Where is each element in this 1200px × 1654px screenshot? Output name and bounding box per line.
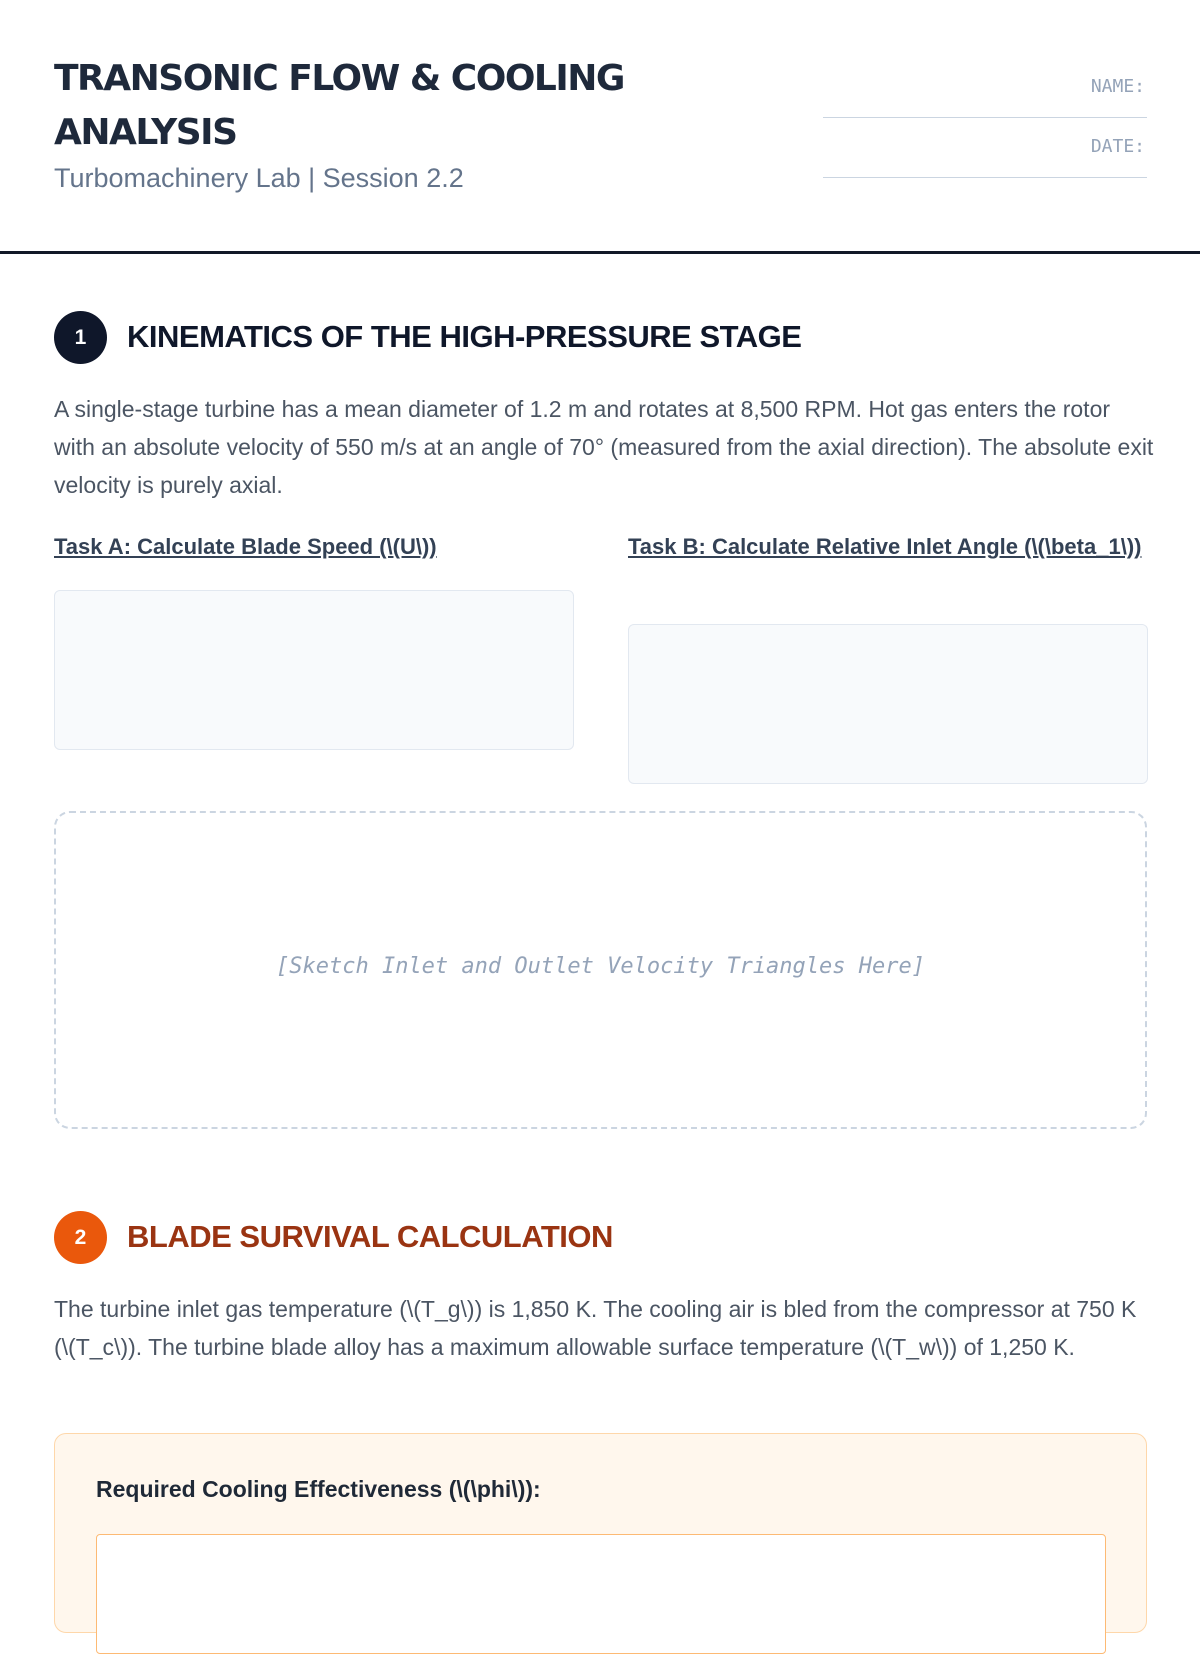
cooling-effectiveness-panel <box>54 1433 1147 1633</box>
task-a-label: Task A: Calculate Blade Speed (\(U\)) <box>54 534 437 559</box>
cooling-effectiveness-answer-box[interactable] <box>96 1534 1106 1654</box>
section-1-problem-text: A single-stage turbine has a mean diameter of 1.2 m and rotates at 8,500 RPM. Hot gas enters the rotor with an absolute velocity of 550 m/s at an angle of 70° (measured from the axial direction). The absolute exit velocity is purely axial. <box>54 396 1154 498</box>
section-2-number-badge: 2 <box>54 1211 107 1264</box>
page-subtitle: Turbomachinery Lab | Session 2.2 <box>54 163 464 193</box>
date-field[interactable] <box>823 120 1147 178</box>
section-2-problem-text: The turbine inlet gas temperature (\(T_g\)) is 1,850 K. The cooling air is bled from the compressor at 750 K (\(T_c\)). The turbine blade alloy has a maximum allowable surface temperature (\(T_w\)) of 1,250 K. <box>54 1296 1137 1360</box>
cooling-effectiveness-label: Required Cooling Effectiveness (\(\phi\)): <box>96 1476 541 1502</box>
task-a-answer-box[interactable] <box>54 590 574 750</box>
task-b-label: Task B: Calculate Relative Inlet Angle (\(\beta_1\)) <box>628 534 1142 559</box>
worksheet-header <box>0 0 1200 254</box>
page-title: TRANSONIC FLOW & COOLING ANALYSIS <box>54 58 624 153</box>
velocity-triangle-sketch-area[interactable] <box>54 811 1147 1129</box>
name-label: NAME: <box>1090 76 1145 97</box>
name-field[interactable] <box>823 60 1147 118</box>
section-2-title: BLADE SURVIVAL CALCULATION <box>127 1219 613 1254</box>
sketch-placeholder-text: [Sketch Inlet and Outlet Velocity Triangles Here] <box>275 954 925 979</box>
section-1-number-badge: 1 <box>54 311 107 364</box>
section-1-title: KINEMATICS OF THE HIGH-PRESSURE STAGE <box>127 319 802 354</box>
task-b-answer-box[interactable] <box>628 624 1148 784</box>
date-label: DATE: <box>1090 136 1145 157</box>
